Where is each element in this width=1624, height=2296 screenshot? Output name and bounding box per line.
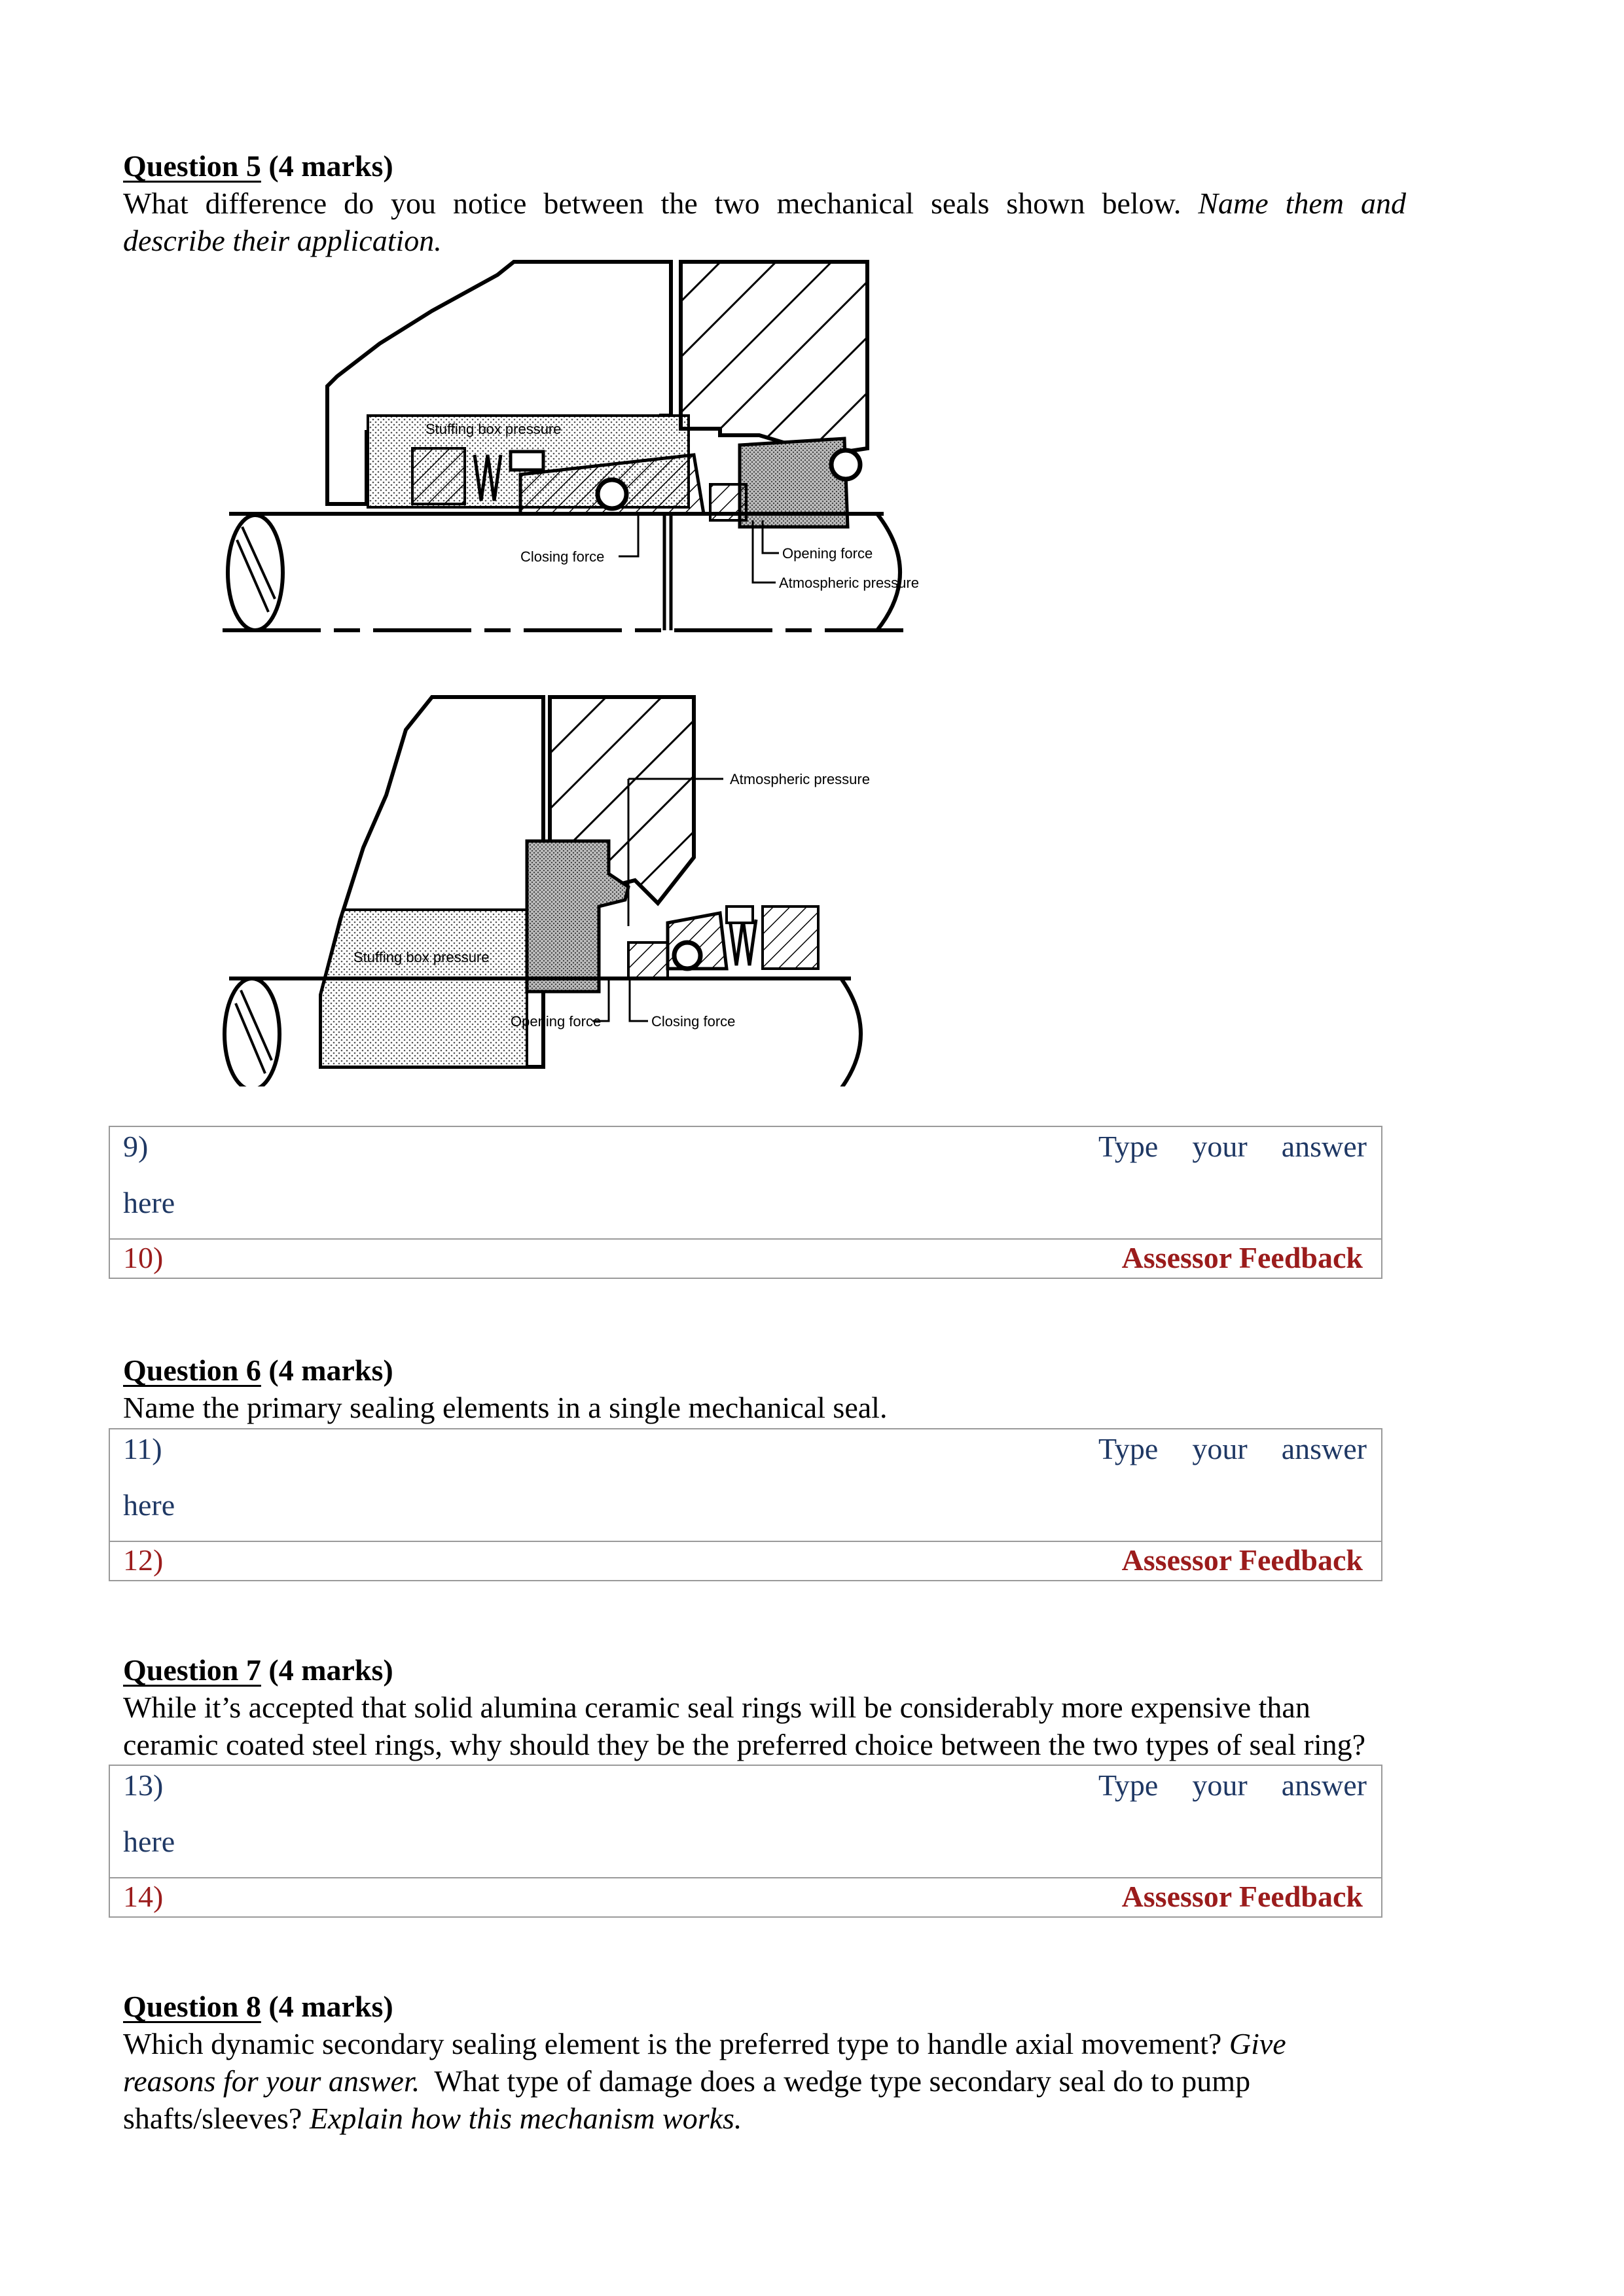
label-closing-force-bottom: Closing force — [651, 1013, 736, 1030]
mechanical-seal-diagrams — [223, 259, 969, 1086]
spring-collar-bottom — [763, 906, 818, 969]
answer-placeholder-here: here — [123, 1825, 175, 1858]
label-atmospheric-pressure-bottom: Atmospheric pressure — [730, 771, 870, 787]
answer-box-q5 — [109, 1126, 1382, 1279]
answer-number: 9) — [123, 1130, 149, 1163]
question-marks: (4 marks) — [268, 1354, 393, 1387]
shaft-end-right — [877, 514, 900, 630]
answer-field[interactable] — [110, 1766, 1381, 1878]
assessor-feedback-label: Assessor Feedback — [1121, 1241, 1363, 1274]
question-8-text-line3: shafts/sleeves? Explain how this mechanism works. — [123, 2102, 742, 2135]
question-7-text-line1: While it’s accepted that solid alumina ceramic seal rings will be considerably more expensive than — [123, 1691, 1310, 1724]
o-ring — [831, 450, 860, 479]
question-number: Question 8 — [123, 1990, 261, 2023]
answer-box-q7 — [109, 1765, 1382, 1918]
question-text: What difference do you notice between the two mechanical seals shown below. — [123, 187, 1182, 220]
label-opening-force: Opening force — [782, 545, 873, 562]
assessor-feedback-label: Assessor Feedback — [1121, 1880, 1363, 1913]
question-marks: (4 marks) — [268, 149, 393, 183]
spring-collar — [412, 448, 465, 504]
answer-number: 13) — [123, 1768, 164, 1802]
question-marks: (4 marks) — [268, 1653, 393, 1687]
answer-placeholder-here: here — [123, 1186, 175, 1219]
feedback-field[interactable] — [110, 1542, 1381, 1580]
feedback-number: 12) — [123, 1543, 164, 1577]
answer-placeholder: Type your answer — [1098, 1768, 1367, 1802]
label-opening-force-bottom: Opening force — [511, 1013, 602, 1030]
question-5-text-line2: describe their application. — [123, 224, 442, 257]
shaft-end-left — [228, 515, 283, 630]
answer-number: 11) — [123, 1432, 162, 1465]
stuffing-box-region — [321, 910, 527, 1067]
label-atmospheric-pressure: Atmospheric pressure — [779, 575, 919, 591]
answer-box-q6 — [109, 1428, 1382, 1581]
question-5-text-line1 — [123, 185, 1406, 222]
question-instruction: Name them and — [1198, 187, 1406, 220]
drive-pin — [511, 452, 543, 470]
answer-field[interactable] — [110, 1429, 1381, 1542]
question-number: Question 5 — [123, 149, 261, 183]
answer-placeholder: Type your answer — [1098, 1130, 1367, 1163]
assessor-feedback-label: Assessor Feedback — [1121, 1543, 1363, 1577]
label-stuffing-box-pressure-bottom: Stuffing box pressure — [353, 949, 490, 965]
question-number: Question 7 — [123, 1653, 261, 1687]
question-8-text-line1: Which dynamic secondary sealing element is the preferred type to handle axial movement? Give — [123, 2027, 1286, 2060]
question-marks: (4 marks) — [268, 1990, 393, 2023]
feedback-number: 14) — [123, 1880, 164, 1913]
question-8-text-line2: reasons for your answer. What type of damage does a wedge type secondary seal do to pump — [123, 2064, 1251, 2098]
question-7-text-line2: ceramic coated steel rings, why should they be the preferred choice between the two types of seal ring? — [123, 1728, 1366, 1761]
question-number: Question 6 — [123, 1354, 261, 1387]
question-5-heading — [123, 148, 393, 185]
spring-bottom — [730, 920, 756, 965]
label-closing-force: Closing force — [520, 548, 605, 565]
question-6-heading — [123, 1352, 393, 1389]
answer-placeholder: Type your answer — [1098, 1432, 1367, 1465]
feedback-field[interactable] — [110, 1240, 1381, 1278]
answer-placeholder-here: here — [123, 1488, 175, 1522]
o-ring-rotary — [598, 480, 626, 509]
gland-hatched — [681, 262, 867, 455]
question-7-heading — [123, 1652, 393, 1689]
label-stuffing-box-pressure: Stuffing box pressure — [425, 421, 562, 437]
feedback-field[interactable] — [110, 1878, 1381, 1916]
feedback-number: 10) — [123, 1241, 164, 1274]
seal-diagram-top — [223, 262, 919, 630]
question-8-heading — [123, 1988, 393, 2025]
answer-field[interactable] — [110, 1127, 1381, 1240]
question-6-text: Name the primary sealing elements in a single mechanical seal. — [123, 1391, 888, 1424]
seal-diagram-bottom — [223, 697, 870, 1086]
